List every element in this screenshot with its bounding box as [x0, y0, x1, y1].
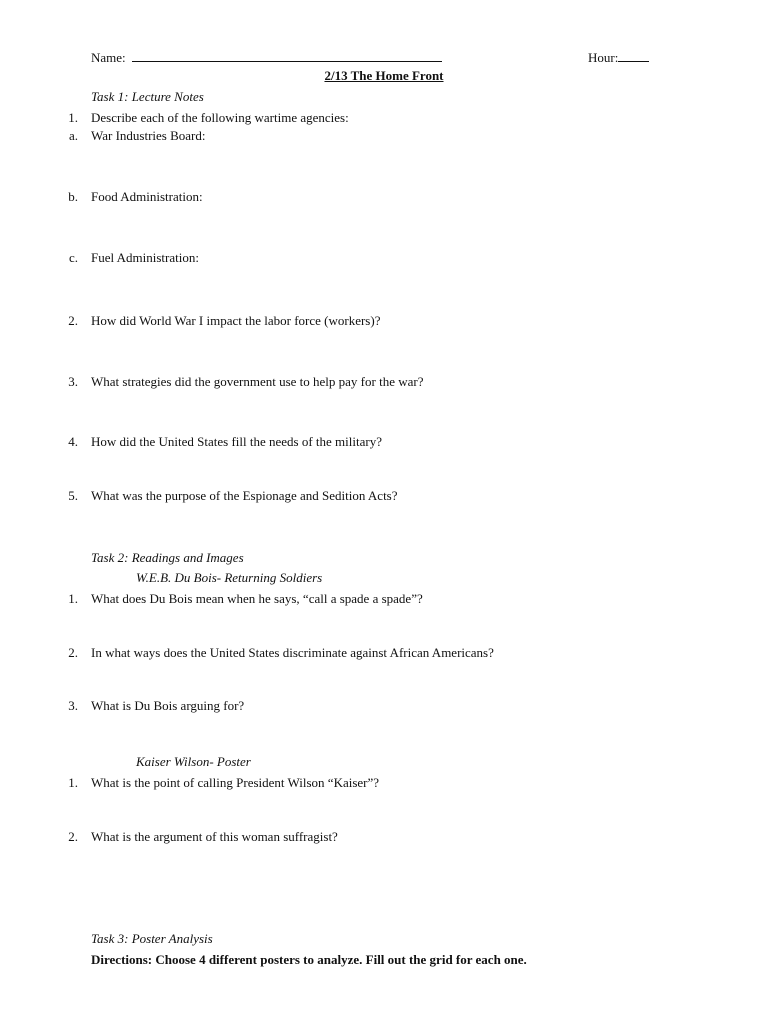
reading1-q1-text: What does Du Bois mean when he says, “call a spade a spade”?: [91, 591, 423, 606]
agency-letter-a: a.: [68, 128, 78, 143]
reading1-q2-number: 2.: [68, 645, 78, 660]
task1-q1-text: Describe each of the following wartime agencies:: [91, 110, 349, 125]
reading1-q2-text: In what ways does the United States discriminate against African Americans?: [91, 645, 494, 660]
name-blank-line[interactable]: [132, 50, 442, 62]
agency-food-administration: Food Administration:: [91, 189, 203, 204]
task1-q3-text: What strategies did the government use to help pay for the war?: [91, 374, 424, 389]
reading1-q3-text: What is Du Bois arguing for?: [91, 698, 245, 713]
task2-heading: Task 2: Readings and Images: [91, 550, 244, 565]
name-field[interactable]: [91, 50, 442, 64]
task1-heading: Task 1: Lecture Notes: [91, 89, 204, 104]
hour-field[interactable]: [588, 50, 649, 64]
task3-directions: Directions: Choose 4 different posters to analyze. Fill out the grid for each one.: [91, 952, 527, 967]
page-title: 2/13 The Home Front: [324, 68, 444, 83]
reading2-title: Kaiser Wilson- Poster: [136, 754, 251, 769]
name-label: Name:: [91, 50, 126, 65]
task1-q5-text: What was the purpose of the Espionage and Sedition Acts?: [91, 488, 398, 503]
hour-label: Hour:: [588, 50, 619, 65]
reading2-q2-text: What is the argument of this woman suffragist?: [91, 829, 338, 844]
task1-q5-number: 5.: [68, 488, 78, 503]
reading1-title: W.E.B. Du Bois- Returning Soldiers: [136, 570, 323, 585]
task1-q4-text: How did the United States fill the needs of the military?: [91, 434, 382, 449]
reading1-q1-number: 1.: [68, 591, 78, 606]
hour-blank-line[interactable]: [618, 50, 649, 62]
task1-q4-number: 4.: [68, 434, 78, 449]
agency-letter-c: c.: [68, 250, 78, 265]
agency-fuel-administration: Fuel Administration:: [91, 250, 199, 265]
reading2-q2-number: 2.: [68, 829, 78, 844]
agency-war-industries-board: War Industries Board:: [91, 128, 206, 143]
task3-heading: Task 3: Poster Analysis: [91, 931, 213, 946]
agency-letter-b: b.: [68, 189, 78, 204]
task1-q2-number: 2.: [68, 313, 78, 328]
reading2-q1-number: 1.: [68, 775, 78, 790]
task1-q2-text: How did World War I impact the labor force (workers)?: [91, 313, 381, 328]
reading1-q3-number: 3.: [68, 698, 78, 713]
task1-q1-number: 1.: [68, 110, 78, 125]
reading2-q1-text: What is the point of calling President Wilson “Kaiser”?: [91, 775, 380, 790]
task1-q3-number: 3.: [68, 374, 78, 389]
